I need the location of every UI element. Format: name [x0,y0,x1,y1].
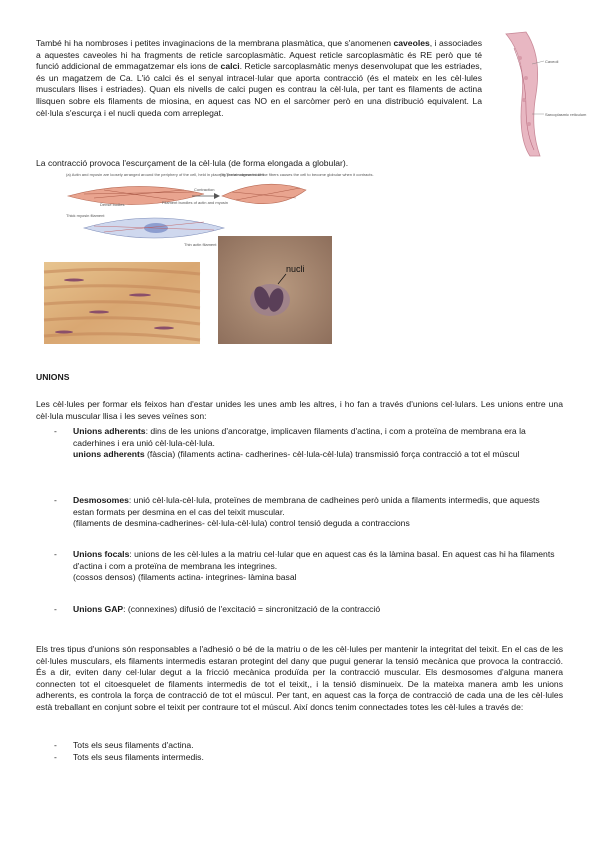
list-dash: - [54,426,57,436]
nucleus-micrograph-svg [218,236,332,344]
intro-text-3: . Reticle sarcoplasmàtic menys desenvolupat que les estriades, és un magatzem de Ca. L'ió calci és el senyal intracel·lular que aporta contracció (és el mateix en les cèl·lules musculars llises i estriades). Quan els nivells de calci pugen es contrau la cèl·lula, per tant es filaments de actina llisquen sobre els filaments de miosina, en aquest cas NO en el sarcòmer però en una distribució equivalent. La cèl·lula s'escurça i el nucli queda com arreplegat. [36,61,482,118]
sarcoplasmic-reticulum-label: Sarcoplasmic reticulum [545,112,587,117]
caveoli-figure [496,28,587,160]
diagram-caption-b: (b) The arrangement of the fibers causes the cell to become globular when it contracts. [220,172,374,177]
caveoli-label: Caveoli [545,59,559,64]
smooth-muscle-micrograph [44,262,200,344]
unions-gap-title: Unions GAP [73,604,124,614]
contraction-arrow-label: Contraction [194,187,215,192]
intro-paragraph [36,38,482,119]
unions-focals-title: Unions focals [73,549,130,559]
list-dash: - [54,752,57,762]
list-dash: - [54,495,57,505]
list-dash: - [54,549,57,559]
thick-myosin-label: Thick myosin filament [66,213,105,218]
unions-adherents-item [73,426,553,461]
closing-list-item-1: Tots els seus filaments d'actina. [73,740,194,750]
unions-focals-text: : unions de les cèl·lules a la matriu cel·lular que en aquest cas és la làmina basal. En aquest cas hi ha filaments d'actina i com a proteïna de membrana les integrines. [73,549,555,571]
intro-text-1: També hi ha nombroses i petites invaginacions de la membrana plasmàtica, que s'anomenen [36,38,391,48]
unions-adherents-text-2: (fàscia) (filaments actina- cadherines- cèl·lula-cèl·lula) transmissió força contracció a tot el múscul [144,449,520,460]
calci-term: calci [220,61,240,72]
caveoles-term: caveoles [393,38,430,48]
desmosomes-title: Desmosomes [73,495,129,505]
unions-gap-text: : (connexines) difusió de l'excitació = sincronització de la contracció [123,604,381,614]
desmosomes-text: : unió cèl·lula-cèl·lula, proteïnes de membrana de cadheines però unida a filaments intermedis, que aquests estan formats per desmina en el cas del teixit muscular. [73,495,540,517]
unions-heading: UNIONS [36,372,70,382]
desmosomes-item [73,495,559,530]
unions-focals-text-2: (cossos densos) (filaments actina- integrines- làmina basal [73,572,297,583]
diagram-caption-a: (a) Actin and myosin are loosely arranged around the periphery of the cell, held in place by protein dense bodies. [66,172,266,177]
unions-adherents-title: Unions adherents [73,426,146,436]
closing-list-item-2: Tots els seus filaments intermedis. [73,752,204,762]
contraction-sentence: La contracció provoca l'escurçament de la cèl·lula (de forma elongada a globular). [36,158,349,168]
micrograph-svg [44,262,200,344]
filament-bundles-label: Filament bundles of actin and myosin [162,200,229,205]
intro-text-2: , i associades a aquestes caveoles hi ha fragments de reticle sarcoplasmàtic. Aquest reticle sarcoplasmàtic és RE però que té funció addicional de emmagatzemar els ions de [36,38,482,72]
list-dash: - [54,604,57,614]
unions-focals-item [73,549,559,584]
thin-actin-label: Thin actin filament [184,242,217,247]
unions-intro: Les cèl·lules per formar els feixos han d'estar unides les unes amb les altres, i ho fan a través d'unions cel·lulars. Les unions entre una cèl·lula muscular llisa i les seves veïnes son: [36,399,563,421]
caveoli-illustration [496,28,587,160]
unions-adherents-text: : dins de les unions d'ancoratge, implicaven filaments d'actina, i com a proteïna de membrana era la caderhines i era unió cèl·lula-cèl·lula. [73,426,526,448]
contracted-cell-micrograph [218,236,332,344]
dense-bodies-label: Dense bodies [100,202,125,207]
nucli-label: nucli [286,264,305,274]
closing-paragraph: Els tres tipus d'unions són responsables a l'adhesió o bé de la matriu o de les cèl·lules per mantenir la integritat del teixit. En el cas de les cèl·lules musculars, els filaments intermedis estaran protegint del dany que pugui generar la tensió mecànica que provoca la contracció. És a dir, eviten dany cel·lular degut a la fricció mecànica produïda per la contracció muscular. Els desmosomes d'alguna manera connecten tot el citoesquelet de filaments intermedis de tot el teixit,, i la tensió disminueix. De la mateixa manera amb les unions adherents, es controla la força de contracció de tot el múscul. Per tant, en aquest cas la força de contracció de cada una de les cèl·lules està treballant en conjunt sobre el teixit per contraure tot el múscul. Així doncs tenim connectades totes les cèl·lules a través de: [36,644,563,712]
unions-gap-item [73,604,559,616]
unions-adherents-title-2: unions adherents [73,449,145,460]
list-dash: - [54,740,57,750]
desmosomes-text-2: (filaments de desmina-cadherines- cèl·lula-cèl·lula) control tensió deguda a contraccions [73,518,410,529]
